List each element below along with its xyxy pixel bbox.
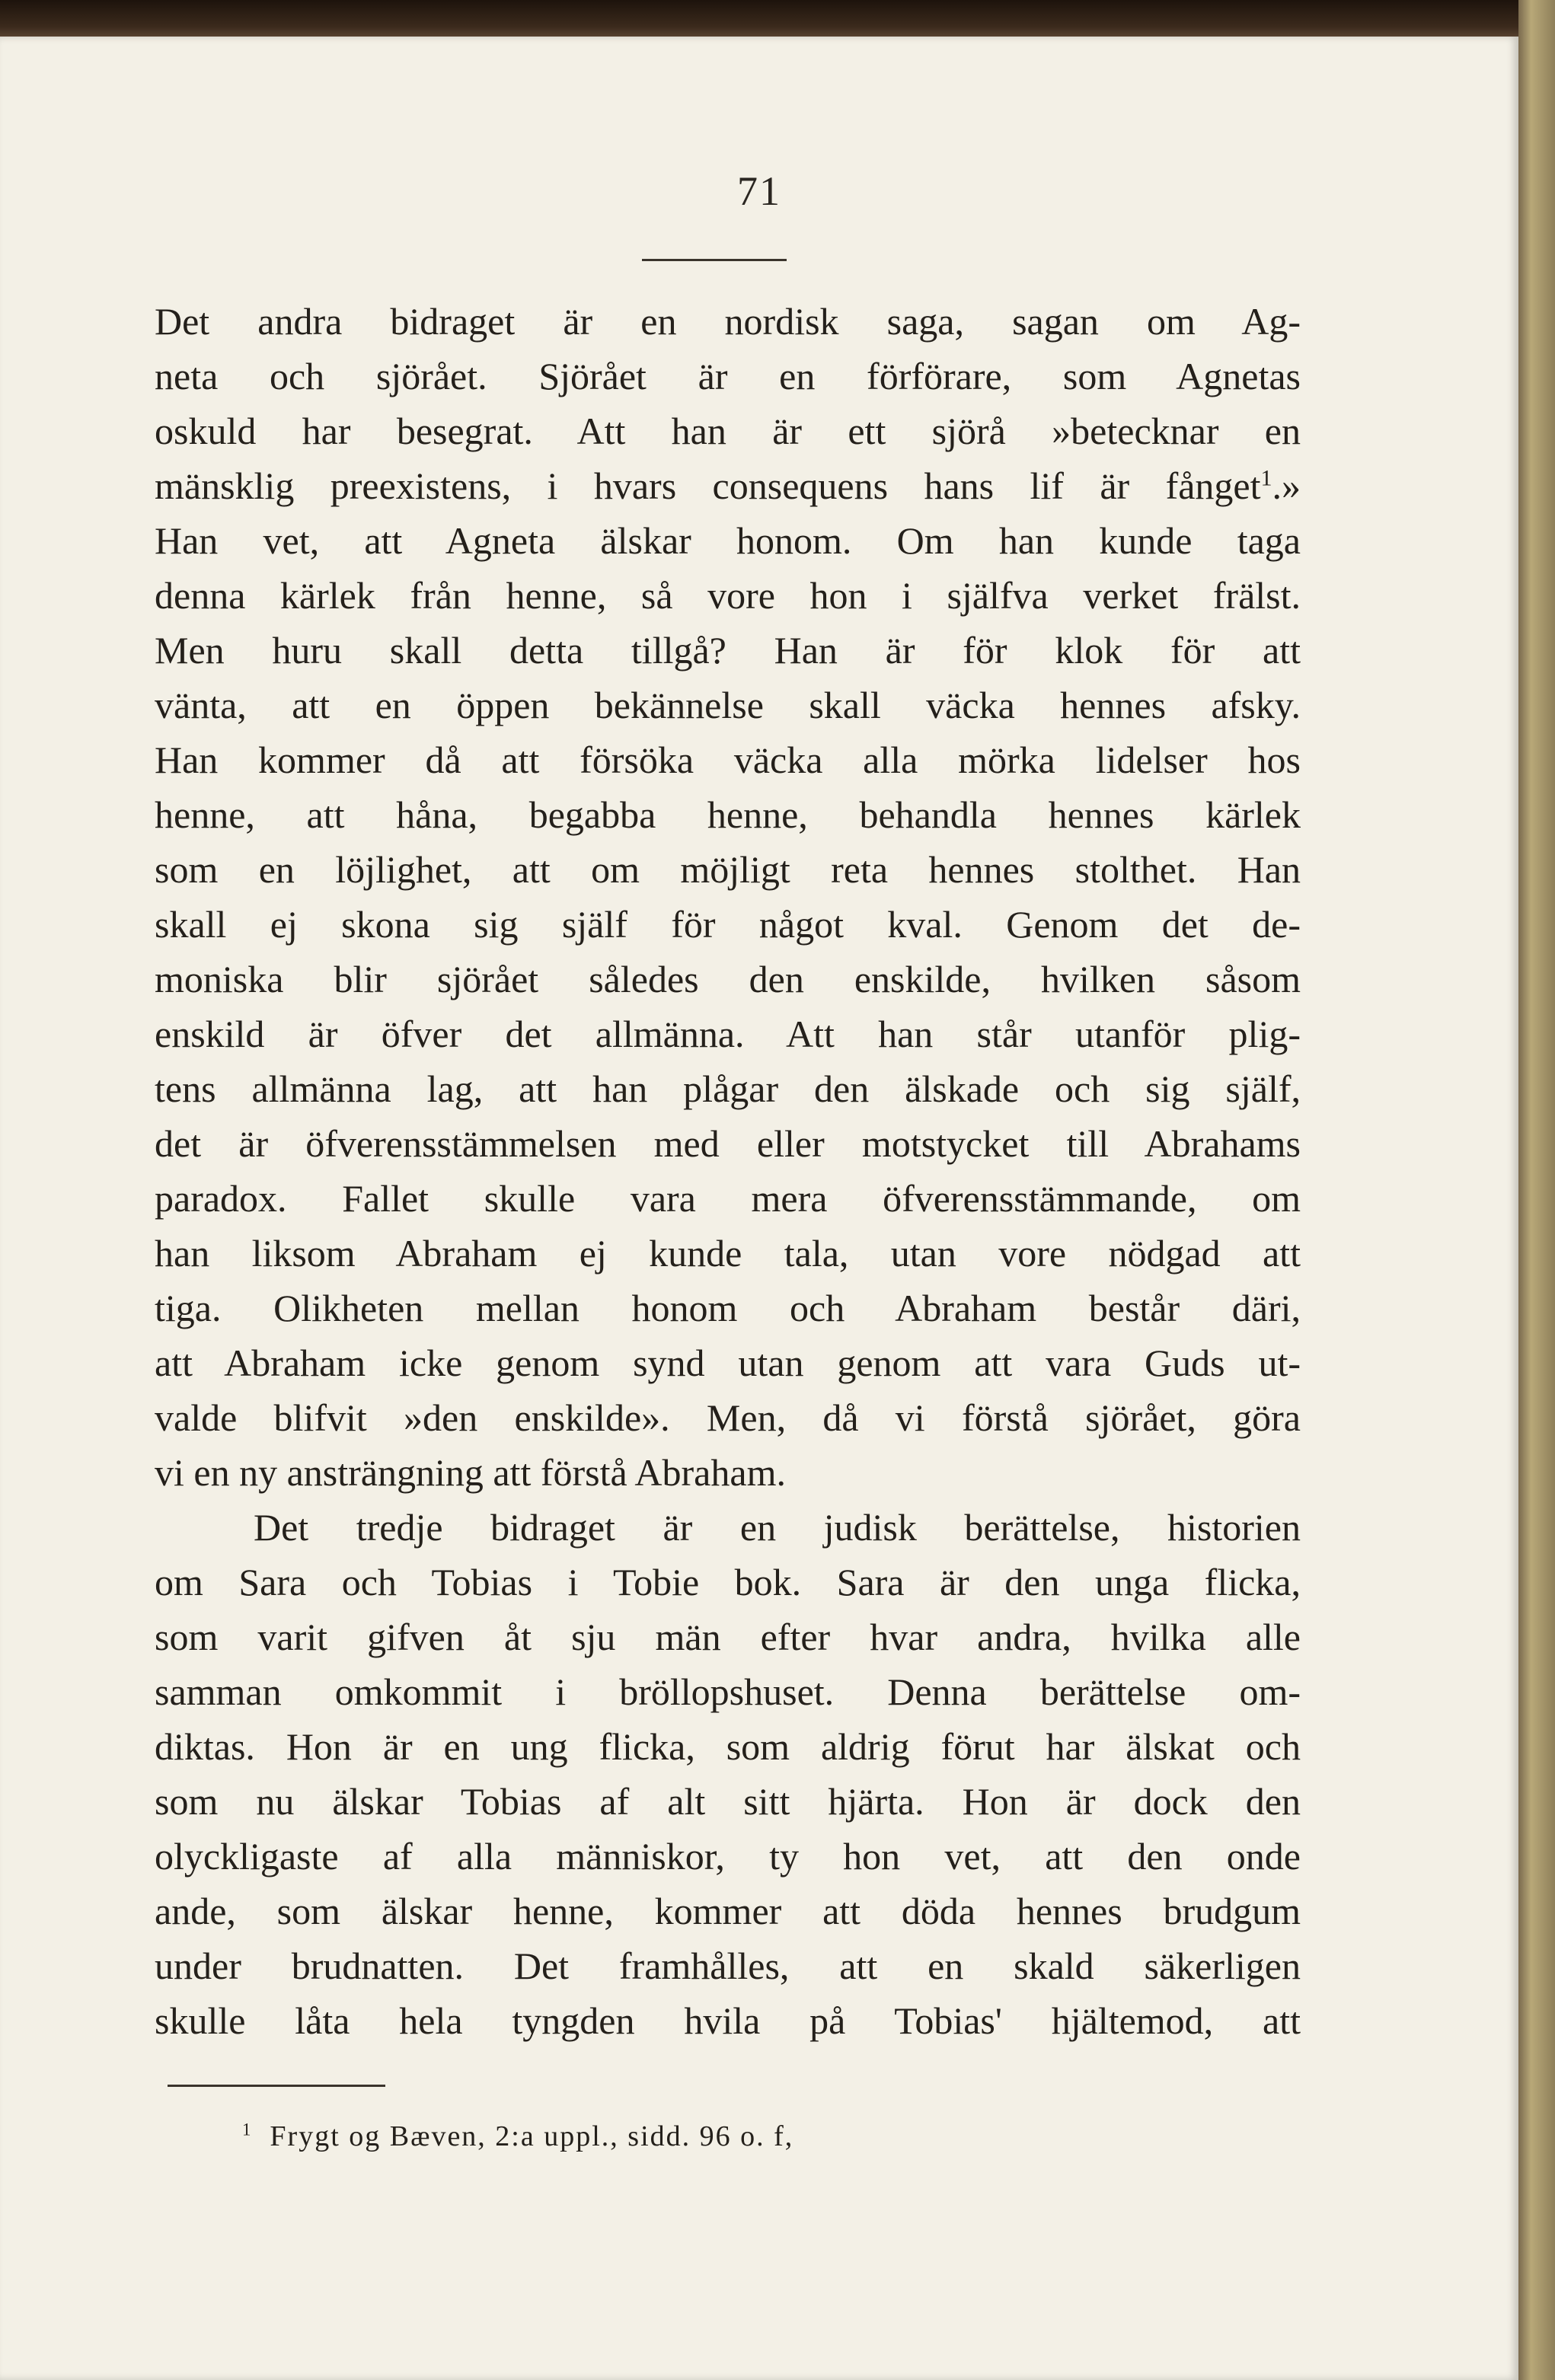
text-line: denna kärlek från henne, så vore hon i själfva verket frälst. xyxy=(155,574,1301,617)
text-line: om Sara och Tobias i Tobie bok. Sara är den unga flicka, xyxy=(155,1561,1301,1603)
text-line: olyckligaste af alla människor, ty hon vet, att den onde xyxy=(155,1835,1301,1878)
text-line: Han vet, att Agneta älskar honom. Om han kunde taga xyxy=(155,519,1301,562)
footnote-rule xyxy=(168,2085,385,2087)
body-text xyxy=(155,294,1301,2048)
footnote-text: Frygt og Bæven, 2:a uppl., sidd. 96 o. f, xyxy=(270,2120,794,2152)
text-line-with-note xyxy=(155,458,1301,513)
page-number-rule xyxy=(642,259,787,261)
text-line: Men huru skall detta tillgå? Han är för klok för att xyxy=(155,629,1301,672)
text-line: Han kommer då att försöka väcka alla mörka lidelser hos xyxy=(155,739,1301,781)
text-line: skall ej skona sig själf för något kval. Genom det de- xyxy=(155,903,1301,946)
text-line: diktas. Hon är en ung flicka, som aldrig förut har älskat och xyxy=(155,1725,1301,1768)
text-line: ande, som älskar henne, kommer att döda hennes brudgum xyxy=(155,1890,1301,1932)
page-number: 71 xyxy=(737,168,781,214)
text-line: samman omkommit i bröllopshuset. Denna berättelse om- xyxy=(155,1670,1301,1713)
book-page xyxy=(0,37,1518,2380)
text-line: att Abraham icke genom synd utan genom att vara Guds ut- xyxy=(155,1342,1301,1384)
text-line: Det andra bidraget är en nordisk saga, sagan om Ag- xyxy=(155,300,1301,343)
text-line: Det tredje bidraget är en judisk berättelse, historien xyxy=(254,1506,1301,1549)
text-line: tens allmänna lag, att han plågar den älskade och sig själf, xyxy=(155,1067,1301,1110)
text-line: under brudnatten. Det framhålles, att en skald säkerligen xyxy=(155,1945,1301,1987)
footnote-marker: 1 xyxy=(242,2120,253,2139)
text-line: han liksom Abraham ej kunde tala, utan vore nödgad att xyxy=(155,1232,1301,1275)
text-line: neta och sjörået. Sjörået är en förförare, som Agnetas xyxy=(155,355,1301,397)
footnote-reference: 1 xyxy=(1260,465,1272,491)
text-line: vänta, att en öppen bekännelse skall väcka hennes afsky. xyxy=(155,684,1301,726)
text-line: som varit gifven åt sju män efter hvar andra, hvilka alle xyxy=(155,1616,1301,1658)
text-line: vi en ny ansträngning att förstå Abraham. xyxy=(155,1451,786,1494)
quote-close: .» xyxy=(1272,464,1301,507)
text-line: oskuld har besegrat. Att han är ett sjörå »betecknar en xyxy=(155,410,1301,452)
text-line: skulle låta hela tyngden hvila på Tobias' hjältemod, att xyxy=(155,1999,1301,2042)
text-line: mänsklig preexistens, i hvars consequens hans lif är fånget xyxy=(155,464,1261,507)
text-line: henne, att håna, begabba henne, behandla hennes kärlek xyxy=(155,793,1301,836)
text-line: som nu älskar Tobias af alt sitt hjärta. Hon är dock den xyxy=(155,1780,1301,1823)
text-line: tiga. Olikheten mellan honom och Abraham består däri, xyxy=(155,1287,1301,1329)
scan-edge-top xyxy=(0,0,1555,38)
text-line: valde blifvit »den enskilde». Men, då vi förstå sjörået, göra xyxy=(155,1396,1301,1439)
text-line: paradox. Fallet skulle vara mera öfverensstämmande, om xyxy=(155,1177,1301,1220)
text-line: som en löjlighet, att om möjligt reta hennes stolthet. Han xyxy=(155,848,1301,891)
footnote xyxy=(242,2120,793,2153)
text-line: det är öfverensstämmelsen med eller motstycket till Abrahams xyxy=(155,1122,1301,1165)
text-line: moniska blir sjörået således den enskilde, hvilken såsom xyxy=(155,958,1301,1000)
book-edge-right xyxy=(1518,0,1555,2380)
text-line: enskild är öfver det allmänna. Att han står utanför plig- xyxy=(155,1013,1301,1055)
